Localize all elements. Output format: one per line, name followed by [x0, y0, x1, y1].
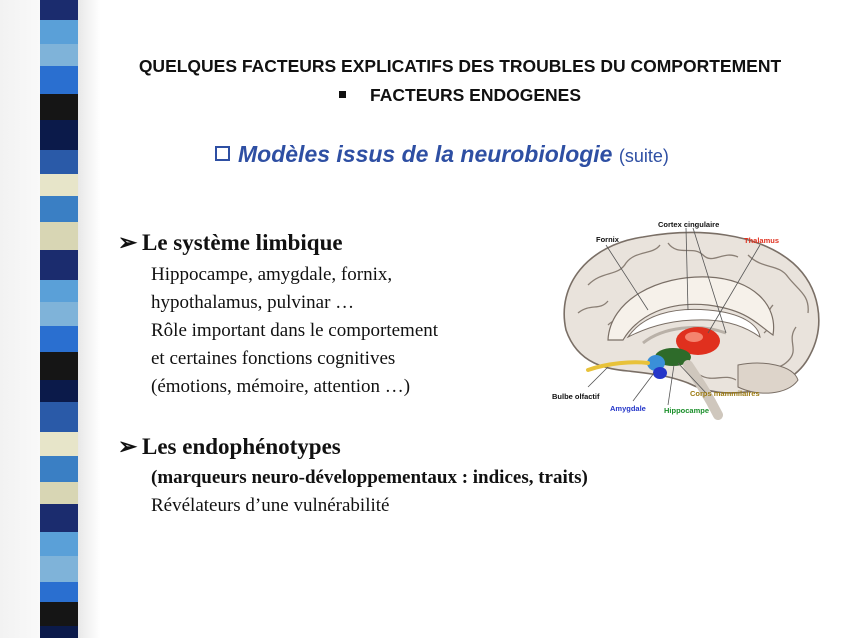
- stripe-segment: [40, 20, 78, 44]
- stripe-segment: [40, 94, 78, 120]
- stripe-segment: [40, 222, 78, 250]
- stripe-segment: [40, 532, 78, 556]
- stripe-segment: [40, 482, 78, 504]
- label-amygdale: Amygdale: [610, 404, 646, 413]
- stripe-segment: [40, 602, 78, 626]
- stripe-segment: [40, 456, 78, 482]
- stripe-segment: [40, 120, 78, 150]
- stripe-segment: [40, 582, 78, 602]
- stripe-segment: [40, 380, 78, 402]
- limbic-line: (émotions, mémoire, attention …): [151, 376, 411, 397]
- stripe-segment: [40, 302, 78, 326]
- stripe-segment: [40, 66, 78, 94]
- subtitle-text: FACTEURS ENDOGENES: [370, 85, 581, 105]
- endophenotypes-heading: [118, 434, 341, 460]
- stripe-segment: [40, 626, 78, 638]
- endophenotypes-heading-text: Les endophénotypes: [142, 434, 341, 459]
- limbic-line: hypothalamus, pulvinar …: [151, 292, 355, 313]
- label-thalamus: Thalamus: [744, 236, 780, 245]
- page-title: QUELQUES FACTEURS EXPLICATIFS DES TROUBLES DU COMPORTEMENT: [138, 56, 782, 76]
- limbic-line: Hippocampe, amygdale, fornix,: [151, 264, 393, 285]
- section-title-suite: (suite): [618, 146, 669, 166]
- stripe-segment: [40, 326, 78, 352]
- stripe-segment: [40, 250, 78, 280]
- decorative-stripe-bar: [0, 0, 80, 638]
- stripe-segment: [40, 174, 78, 196]
- stripe-segment: [40, 402, 78, 432]
- square-bullet-icon: [339, 91, 346, 98]
- page-subtitle: [100, 85, 820, 106]
- stripe-segment: [40, 432, 78, 456]
- limbic-heading-text: Le système limbique: [142, 230, 343, 255]
- stripe-segment: [40, 556, 78, 582]
- label-hippocampe: Hippocampe: [664, 406, 710, 415]
- endophenotypes-line: Révélateurs d’une vulnérabilité: [151, 495, 390, 516]
- stripe-segment: [40, 44, 78, 66]
- checkbox-bullet-icon: [215, 146, 230, 161]
- endophenotypes-line-bold: (marqueurs neuro-développementaux : indices, traits): [151, 467, 588, 488]
- stripe-segment: [40, 280, 78, 302]
- arrow-bullet-icon: ➢: [118, 434, 138, 459]
- label-fornix: Fornix: [596, 235, 619, 244]
- section-title: [215, 141, 669, 168]
- stripe-segment: [40, 504, 78, 532]
- label-corps-mammilaires: Corps mammilaires: [690, 389, 760, 398]
- stripe-segment: [40, 0, 78, 20]
- stripe-segment: [40, 196, 78, 222]
- stripe-shadow: [78, 0, 100, 638]
- stripe-segment: [40, 150, 78, 174]
- limbic-line: Rôle important dans le comportement: [151, 320, 439, 341]
- limbic-line: et certaines fonctions cognitives: [151, 348, 396, 369]
- section-title-main: Modèles issus de la neurobiologie: [238, 141, 613, 167]
- brain-diagram: [548, 215, 828, 420]
- label-bulbe-olfactif: Bulbe olfactif: [552, 392, 600, 401]
- limbic-heading: [118, 230, 343, 256]
- label-cortex-cingulaire: Cortex cingulaire: [658, 220, 720, 229]
- arrow-bullet-icon: ➢: [118, 230, 138, 255]
- stripe-segment: [40, 352, 78, 380]
